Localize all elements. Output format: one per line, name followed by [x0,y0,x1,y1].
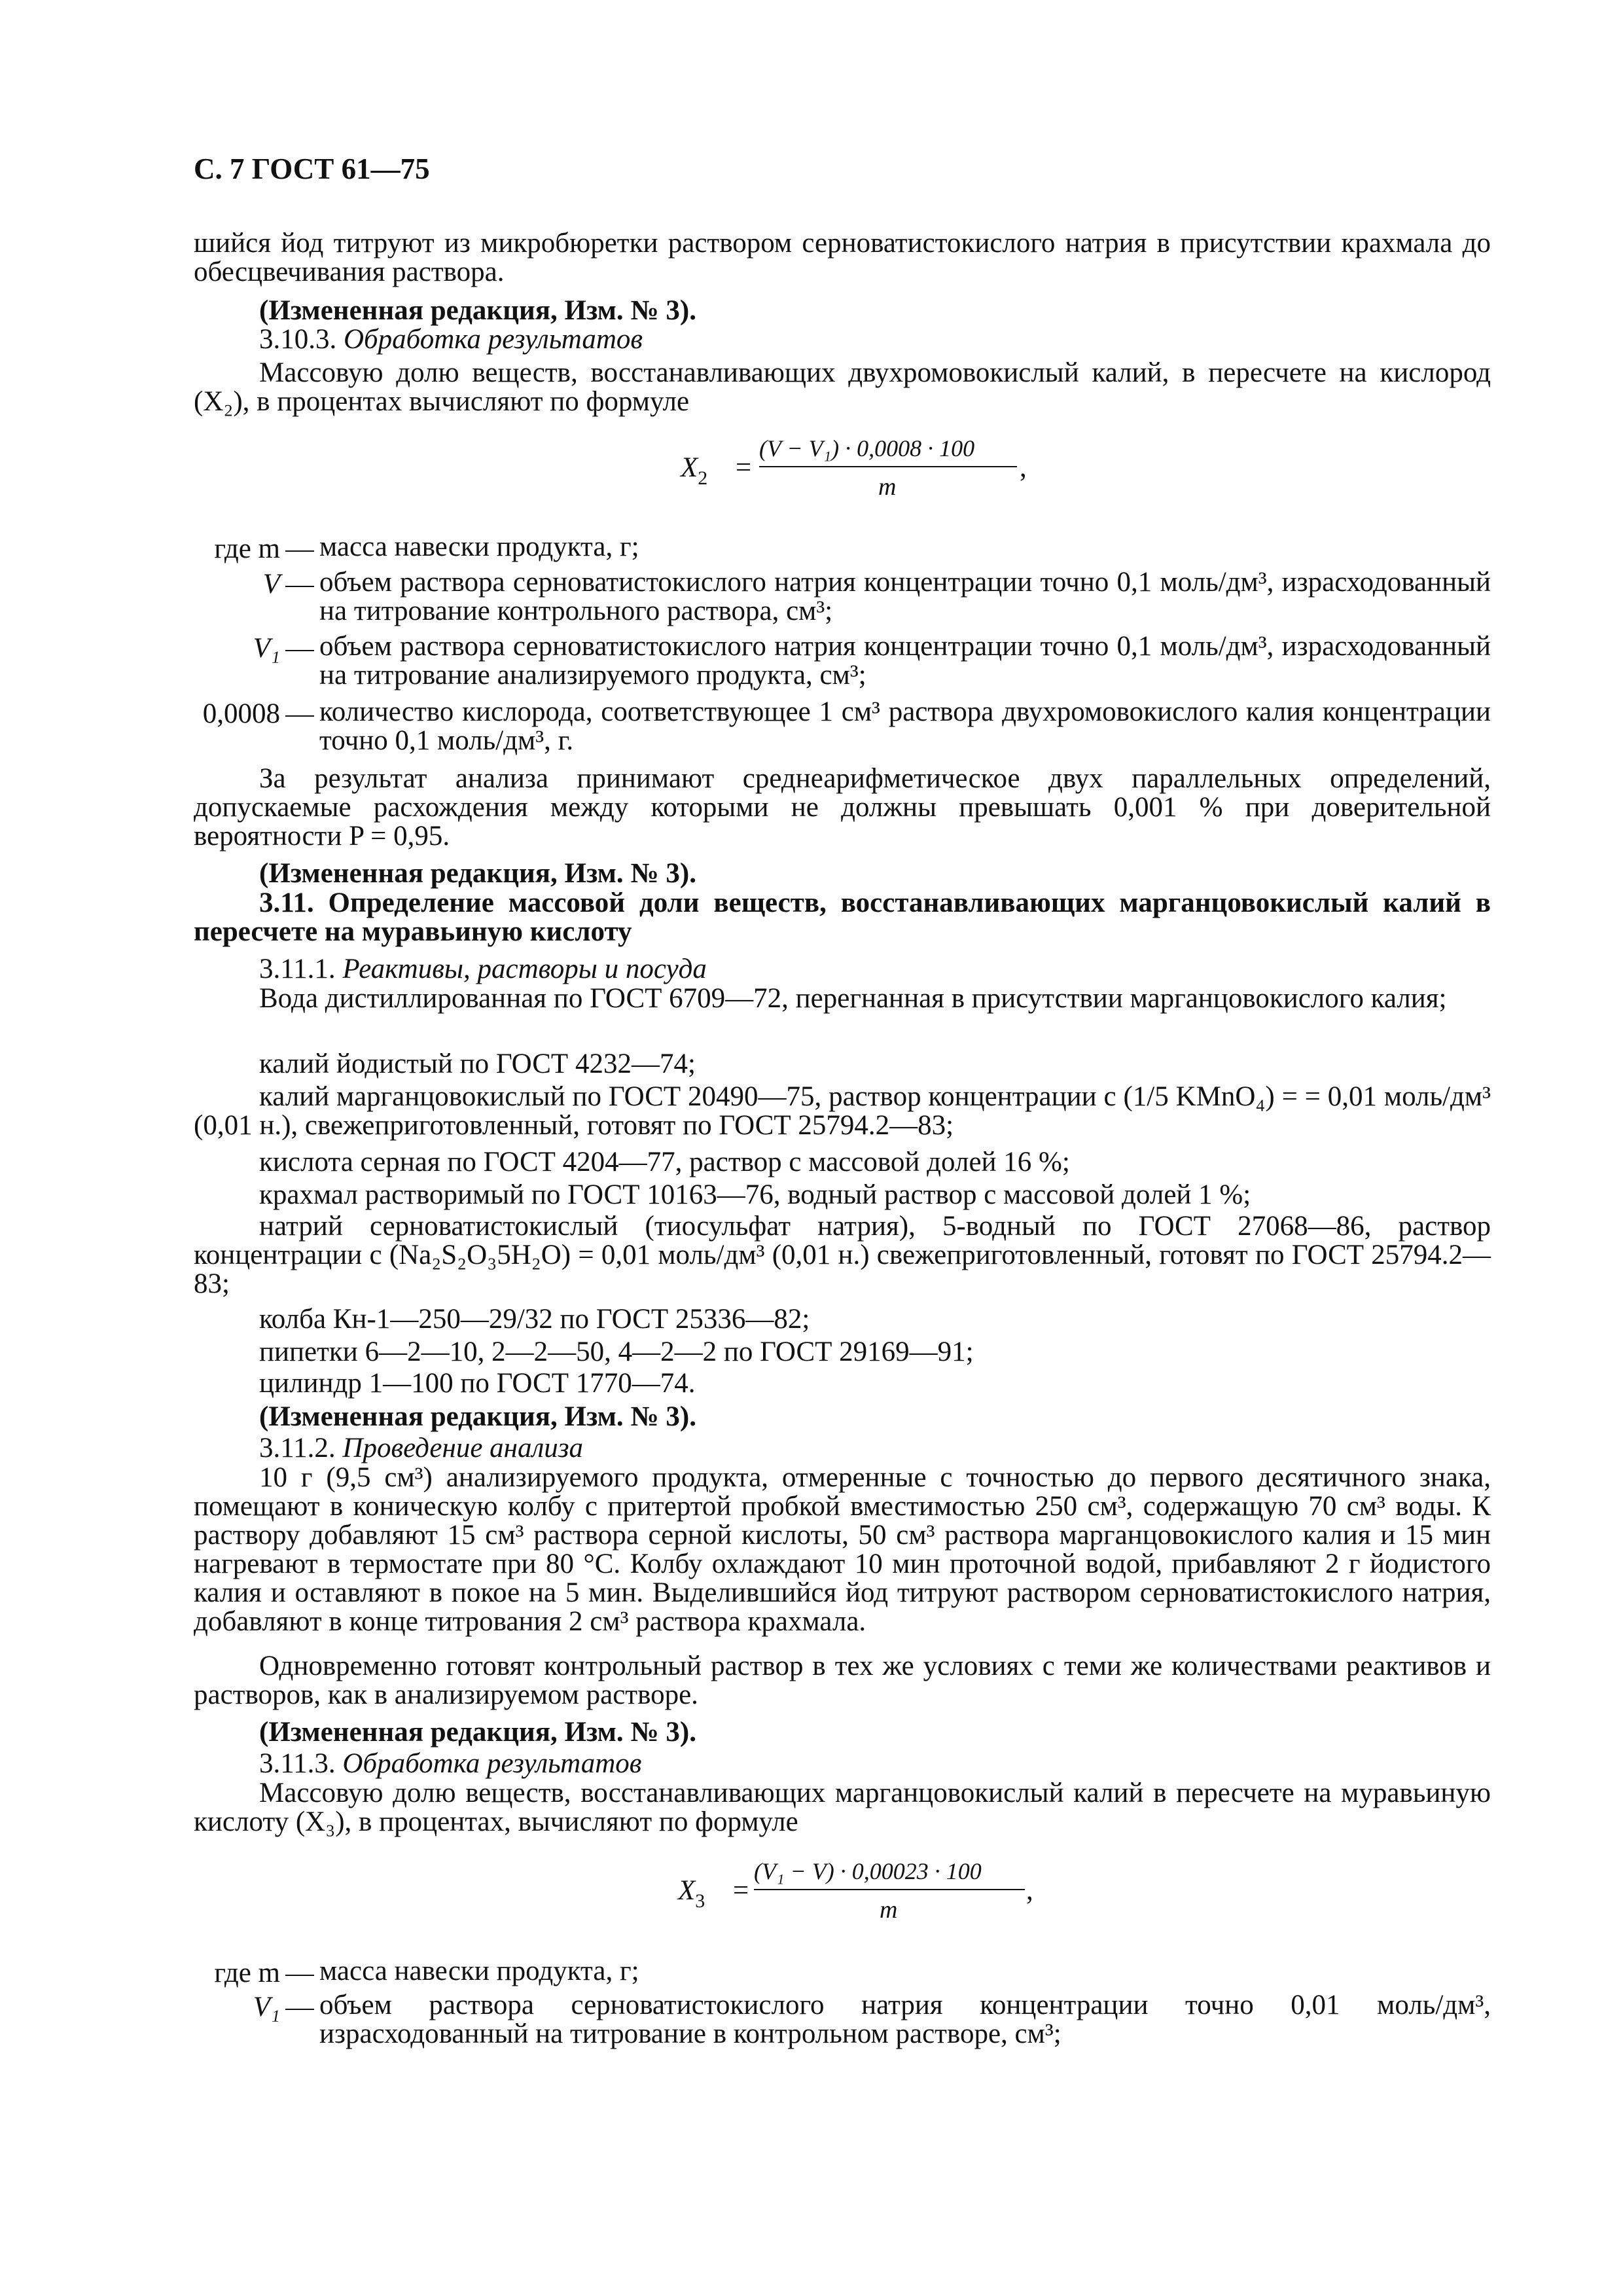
legend-symbol: где m [194,533,314,565]
section-3-11-heading: 3.11. Определение массовой доли веществ, восстанавливающих марганцовокислый калий в пересчете на муравьиную кислоту [194,888,1491,947]
section-number: 3.11.3. [259,1748,336,1779]
legend-symbol: где m [194,1957,314,1989]
legend-symbol: 0,0008 [190,698,314,730]
legend-symbol: V₁ [194,632,314,664]
formula-equals: = [733,1875,749,1906]
section-title: Проведение анализа [342,1433,584,1463]
reagent-item: кислота серная по ГОСТ 4204—77, раствор с массовой долей 16 %; [259,1147,1070,1177]
revision-note-4: (Измененная редакция, Изм. № 3). [259,1717,696,1748]
section-3-11-2-heading [259,1432,583,1464]
reagent-item: натрий серноватистокислый (тиосульфат натрия), 5-водный по ГОСТ 27068—86, раствор концентрации c (Na₂S₂O₃5H₂O) = 0,01 моль/дм³ (0,01 н.) свежеприготовленный, готовят по ГОСТ 25794.2—83; [194,1211,1491,1299]
formula-x2 [681,435,1027,518]
section-number: 3.11.1. [259,954,336,984]
intro-paragraph: шийся йод титруют из микробюретки раствором серноватистокислого натрия в присутствии крахмала до обесцвечивания раствора. [194,228,1491,287]
section-title: Обработка результатов [342,1748,642,1779]
formula-numerator: (V₁ − V) · 0,00023 · 100 [754,1858,982,1884]
section-3-11-3-heading [259,1748,641,1780]
page-header: С. 7 ГОСТ 61—75 [194,152,430,185]
legend-text: масса навески продукта, г; [319,531,639,562]
formula-fraction-bar [754,1889,1025,1890]
legend-text: количество кислорода, соответствующее 1 см³ раствора двухромовокислого калия концентрации точно 0,1 моль/дм³, г. [319,696,1491,756]
formula-denominator: m [878,473,897,501]
section-number: 3.11.2. [259,1433,336,1463]
legend-text: объем раствора серноватистокислого натрия концентрации точно 0,1 моль/дм³, израсходованный на титрование контрольного раствора, см³; [319,567,1491,626]
section-title: Реактивы, растворы и посуда [342,954,707,984]
formula-numerator: (V − V₁) · 0,0008 · 100 [759,435,975,461]
reagent-item: колба Кн-1—250—29/32 по ГОСТ 25336—82; [259,1304,810,1335]
result-paragraph: За результат анализа принимают среднеарифметическое двух параллельных определений, допускаемые расхождения между которыми не должны превышать 0,001 % при доверительной вероятности P = 0,95. [194,763,1491,852]
legend-symbol: V [194,568,314,600]
procedure-paragraph-1: 10 г (9,5 см³) анализируемого продукта, отмеренные с точностью до первого десятичного знака, помещают в коническую колбу с притертой пробкой вместимостью 250 см³, содержащую 70 см³ воды. К раствору добавляют 15 см³ раствора серной кислоты, 50 см³ раствора марганцовокислого калия и 15 мин нагревают в термостате при 80 °С. Колбу охлаждают 10 мин проточной водой, прибавляют 2 г йодистого калия и оставляют в покое на 5 мин. Выделившийся йод титруют раствором серноватистокислого натрия, добавляют в конце титрования 2 см³ раствора крахмала. [194,1462,1491,1637]
revision-note-3: (Измененная редакция, Изм. № 3). [259,1401,696,1432]
section-3-11-1-heading [259,953,707,985]
reagent-item: крахмал растворимый по ГОСТ 10163—76, водный раствор с массовой долей 1 %; [259,1179,1251,1210]
formula-x3 [678,1858,1033,1941]
mass-fraction-paragraph-2: Массовую долю веществ, восстанавливающих марганцовокислый калий в пересчете на муравьиную кислоту (X₃), в процентах, вычисляют по формуле [194,1778,1491,1837]
formula-equals: = [736,452,752,483]
section-number: 3.10.3. [259,324,337,355]
revision-note-1: (Измененная редакция, Изм. № 3). [259,295,696,326]
reagent-item: цилиндр 1—100 по ГОСТ 1770—74. [259,1368,696,1399]
legend-text: объем раствора серноватистокислого натрия концентрации точно 0,01 моль/дм³, израсходованный на титрование в контрольном растворе, см³; [319,1990,1491,2049]
section-3-10-3-heading [259,323,643,355]
reagent-item: калий йодистый по ГОСТ 4232—74; [259,1049,696,1079]
reagent-item: пипетки 6—2—10, 2—2—50, 4—2—2 по ГОСТ 29169—91; [259,1336,974,1367]
formula-lhs: $X_3$ [678,1875,705,1912]
formula-denominator: m [880,1896,898,1924]
legend-text: масса навески продукта, г; [319,1956,639,1986]
revision-note-2: (Измененная редакция, Изм. № 3). [259,858,696,889]
reagent-item: калий марганцовокислый по ГОСТ 20490—75, раствор концентрации c (1/5 KMnO₄) = = 0,01 моль/дм³ (0,01 н.), свежеприготовленный, готовят по ГОСТ 25794.2—83; [194,1081,1491,1141]
formula-comma: , [1026,1875,1033,1906]
procedure-paragraph-2: Одновременно готовят контрольный раствор в тех же условиях с теми же количествами реактивов и растворов, как в анализируемом растворе. [194,1651,1491,1710]
section-title: Обработка результатов [344,324,643,355]
legend-text: объем раствора серноватистокислого натрия концентрации точно 0,1 моль/дм³, израсходованный на титрование анализируемого продукта, см³; [319,631,1491,691]
legend-symbol: V₁ [194,1991,314,2023]
mass-fraction-paragraph-1: Массовую долю веществ, восстанавливающих двухромовокислый калий, в пересчете на кислород (X₂), в процентах вычисляют по формуле [194,357,1491,417]
reagent-item: Вода дистиллированная по ГОСТ 6709—72, перегнанная в присутствии марганцовокислого калия; [259,983,1447,1014]
formula-lhs: $X_2$ [681,452,708,489]
formula-comma: , [1020,452,1027,483]
formula-fraction-bar [759,466,1017,467]
